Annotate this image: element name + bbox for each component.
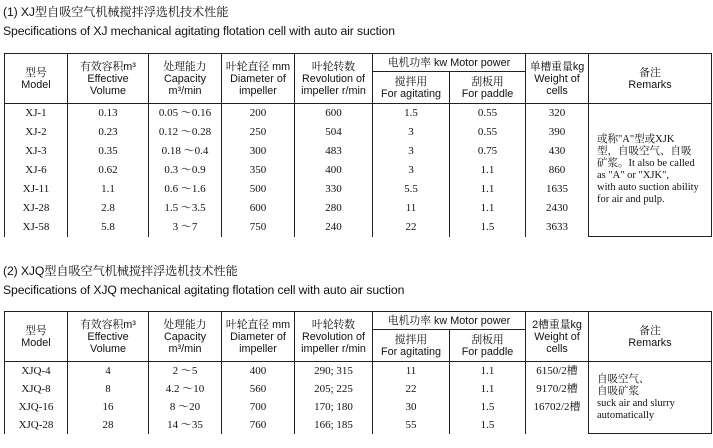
table-cell: 28: [68, 416, 149, 434]
table-cell: 3: [373, 142, 450, 161]
table-cell: 2.8: [68, 199, 149, 218]
table-cell: 1.1: [450, 161, 526, 180]
table-cell: XJ-6: [5, 161, 68, 180]
remark-line: 型，自吸空气、自吸: [597, 146, 692, 157]
table-cell: 350: [222, 161, 295, 180]
table-cell: 0.35: [68, 142, 149, 161]
header-capacity: 处理能力 Capacity m³/min: [149, 54, 222, 104]
table-cell: 250: [222, 123, 295, 142]
table-cell: 400: [295, 161, 373, 180]
table-cell: 600: [222, 199, 295, 218]
table-cell: 483: [295, 142, 373, 161]
table-cell: 5.8: [68, 218, 149, 237]
table-cell: XJ-1: [5, 104, 68, 123]
table-cell: 504: [295, 123, 373, 142]
table-cell: 0.55: [450, 104, 526, 123]
table-cell: 500: [222, 180, 295, 199]
table-cell: 0.05 ～0.16: [149, 104, 222, 123]
xj-spec-table: [4, 53, 712, 237]
table-cell: 200: [222, 104, 295, 123]
header-motor-power: 电机功率 kw Motor power: [373, 312, 526, 330]
header-model: 型号 Model: [5, 54, 68, 104]
table-cell: 2430: [526, 199, 589, 218]
table-cell: 390: [526, 123, 589, 142]
table-cell: 9170/2槽: [526, 380, 589, 398]
remark-line: 矿浆。It also be called: [597, 158, 695, 169]
table-cell: 166; 185: [295, 416, 373, 434]
table-cell: 170; 180: [295, 398, 373, 416]
header-volume: 有效容积m³ Effective Volume: [68, 312, 149, 362]
header-remarks: 备注 Remarks: [589, 312, 712, 362]
table-cell: 3: [373, 161, 450, 180]
table-cell: 430: [526, 142, 589, 161]
table-cell: 750: [222, 218, 295, 237]
table-cell: 860: [526, 161, 589, 180]
table-row: [5, 104, 712, 123]
table-cell: 3 ～7: [149, 218, 222, 237]
table-cell: 0.3 ～0.9: [149, 161, 222, 180]
table-cell: 3633: [526, 218, 589, 237]
table-cell: 4: [68, 362, 149, 380]
table-cell: 2 ～5: [149, 362, 222, 380]
header-weight: 单槽重量kg Weight of cells: [526, 54, 589, 104]
table-cell: 0.13: [68, 104, 149, 123]
header-volume: 有效容积m³ Effective Volume: [68, 54, 149, 104]
remarks-cell: [589, 362, 712, 434]
remark-line: suck air and slurry: [597, 397, 675, 409]
table-cell: 55: [373, 416, 450, 434]
table1-title-en: Specifications of XJ mechanical agitating flotation cell with auto air suction: [3, 24, 395, 38]
remark-line: with auto suction ability: [597, 182, 699, 193]
table-cell: 760: [222, 416, 295, 434]
table-cell: 0.6 ～1.6: [149, 180, 222, 199]
table-cell: 600: [295, 104, 373, 123]
table-cell: 14 ～35: [149, 416, 222, 434]
table-cell: 1.5: [450, 218, 526, 237]
table-cell: 560: [222, 380, 295, 398]
table-cell: 8: [68, 380, 149, 398]
table-cell: 3: [373, 123, 450, 142]
table-cell: 1.1: [68, 180, 149, 199]
table-cell: 8 ～20: [149, 398, 222, 416]
remark-line: automatically: [597, 409, 655, 421]
table-cell: 300: [222, 142, 295, 161]
table-cell: 6150/2槽: [526, 362, 589, 380]
table-cell: 330: [295, 180, 373, 199]
table2-title-cn: (2) XJQ型自吸空气机械搅拌浮选机技术性能: [3, 264, 238, 278]
table-cell: XJ-11: [5, 180, 68, 199]
table-cell: 1.5 ～3.5: [149, 199, 222, 218]
table-cell: 1.5: [373, 104, 450, 123]
table-cell: 400: [222, 362, 295, 380]
table-cell: 205; 225: [295, 380, 373, 398]
remark-line: for air and pulp.: [597, 194, 665, 205]
table-cell: 320: [526, 104, 589, 123]
header-agitating: 搅拌用 For agitating: [373, 330, 450, 362]
table-cell: 16: [68, 398, 149, 416]
table-cell: 0.12 ～0.28: [149, 123, 222, 142]
header-motor-power: 电机功率 kw Motor power: [373, 54, 526, 72]
header-paddle: 刮板用 For paddle: [450, 330, 526, 362]
header-capacity: 处理能力 Capacity m³/min: [149, 312, 222, 362]
table-cell: XJQ-28: [5, 416, 68, 434]
table-cell: [526, 416, 589, 434]
header-model: 型号 Model: [5, 312, 68, 362]
table-cell: 0.18 ～0.4: [149, 142, 222, 161]
table-cell: 240: [295, 218, 373, 237]
header-impeller-revolution: 叶轮转数 Revolution of impeller r/min: [295, 54, 373, 104]
table-cell: 5.5: [373, 180, 450, 199]
table-cell: 700: [222, 398, 295, 416]
header-weight: 2槽重量kg Weight of cells: [526, 312, 589, 362]
table-cell: 22: [373, 218, 450, 237]
table-cell: 30: [373, 398, 450, 416]
table-cell: 0.23: [68, 123, 149, 142]
table-cell: 1.1: [450, 362, 526, 380]
table-cell: 0.75: [450, 142, 526, 161]
table-cell: 1.1: [450, 380, 526, 398]
table2-title-en: Specifications of XJQ mechanical agitating flotation cell with auto air suction: [3, 283, 405, 297]
table1-title-cn: (1) XJ型自吸空气机械搅拌浮选机技术性能: [3, 5, 229, 19]
table-cell: 0.62: [68, 161, 149, 180]
table-cell: XJ-2: [5, 123, 68, 142]
remark-line: 自吸矿浆: [597, 385, 640, 397]
table-cell: XJQ-4: [5, 362, 68, 380]
table-cell: 22: [373, 380, 450, 398]
table-cell: XJ-3: [5, 142, 68, 161]
header-agitating: 搅拌用 For agitating: [373, 72, 450, 104]
table-cell: 16702/2槽: [526, 398, 589, 416]
table-cell: XJ-58: [5, 218, 68, 237]
header-impeller-revolution: 叶轮转数 Revolution of impeller r/min: [295, 312, 373, 362]
table-cell: 1635: [526, 180, 589, 199]
table-cell: 11: [373, 362, 450, 380]
table-cell: XJQ-8: [5, 380, 68, 398]
table-cell: 280: [295, 199, 373, 218]
table-cell: 11: [373, 199, 450, 218]
table-cell: 0.55: [450, 123, 526, 142]
table-cell: XJ-28: [5, 199, 68, 218]
table-cell: 4.2 ～10: [149, 380, 222, 398]
header-impeller-diameter: 叶轮直径 mm Diameter of impeller: [222, 54, 295, 104]
remark-line: 自吸空气、: [597, 373, 650, 385]
xjq-spec-table: [4, 311, 712, 434]
table-row: [5, 362, 712, 380]
table-cell: XJQ-16: [5, 398, 68, 416]
table-cell: 290; 315: [295, 362, 373, 380]
remark-line: as "A" or "XJK",: [597, 170, 669, 181]
table-cell: 1.5: [450, 398, 526, 416]
header-remarks: 备注 Remarks: [589, 54, 712, 104]
table-cell: 1.1: [450, 199, 526, 218]
header-paddle: 刮板用 For paddle: [450, 72, 526, 104]
table-cell: 1.5: [450, 416, 526, 434]
remark-line: 或称"A"型或XJK: [597, 134, 675, 145]
header-impeller-diameter: 叶轮直径 mm Diameter of impeller: [222, 312, 295, 362]
remarks-cell: [589, 104, 712, 237]
table-cell: 1.1: [450, 180, 526, 199]
